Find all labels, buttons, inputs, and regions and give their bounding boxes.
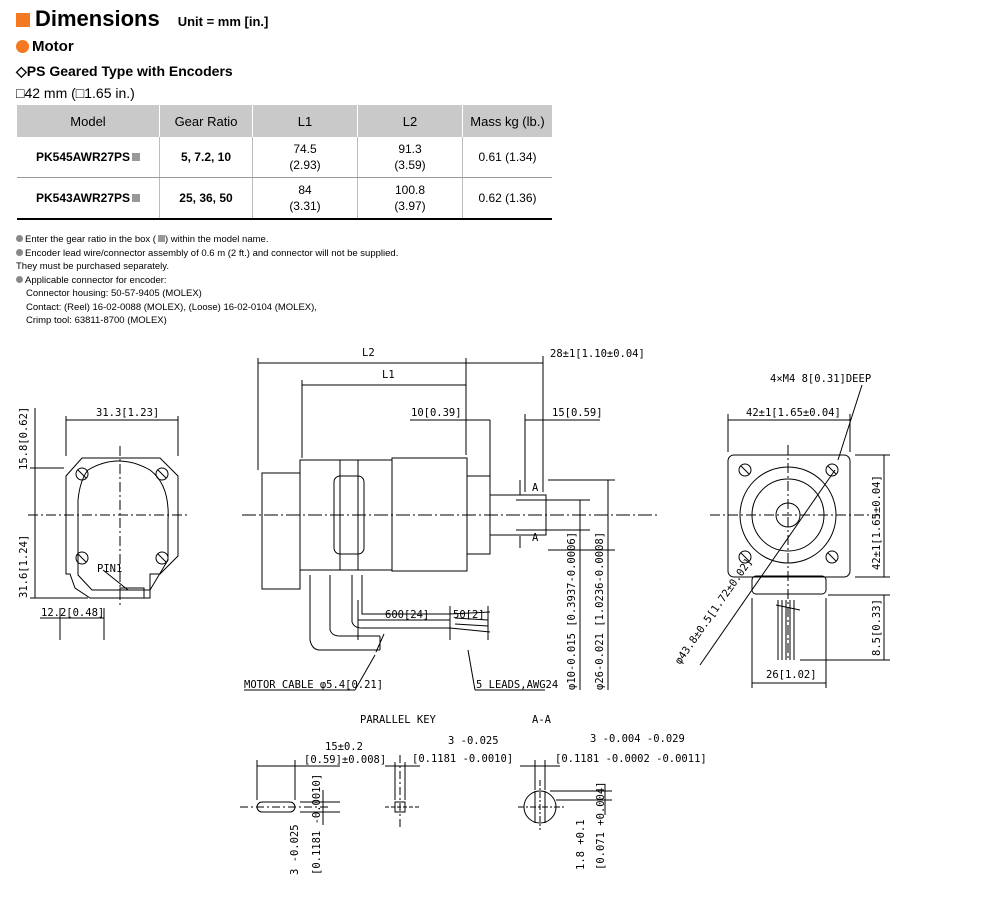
dim-42-v: 42±1[1.65±0.04] xyxy=(871,475,883,570)
key-len-in: [0.59]±0.008] xyxy=(304,754,387,766)
l1-mm: 84 xyxy=(298,183,312,197)
dim-28: 28±1[1.10±0.04] xyxy=(550,348,645,360)
model-name: PK545AWR27PS xyxy=(35,150,131,164)
dim-phi43: φ43.8±0.5[1.72±0.02] xyxy=(672,556,755,667)
gear-cell: 25, 36, 50 xyxy=(160,178,253,220)
dim-phi10: φ10-0.015 [0.3937-0.0006] xyxy=(566,531,578,690)
col-header: L2 xyxy=(358,105,463,137)
keyway-depth: 1.8 +0.1 xyxy=(575,819,587,870)
mass-cell: 0.62 (1.36) xyxy=(463,178,553,220)
note: Crimp tool: 63811-8700 (MOLEX) xyxy=(26,315,167,326)
mass-cell: 0.61 (1.34) xyxy=(463,137,553,178)
col-header: Model xyxy=(17,105,160,137)
key-len: 15±0.2 xyxy=(325,741,363,753)
dim-l2: L2 xyxy=(362,347,375,359)
keyway-width-in: [0.1181 -0.0002 -0.0011] xyxy=(555,753,707,765)
section-title: Motor xyxy=(32,38,74,55)
encoder-end-view xyxy=(28,408,190,640)
l2-mm: 91.3 xyxy=(398,142,422,156)
keyway-width: 3 -0.004 -0.029 xyxy=(590,733,685,745)
motor-cable-label: MOTOR CABLE φ5.4[0.21] xyxy=(244,679,384,691)
dim-26: 26[1.02] xyxy=(766,669,817,681)
note-text: ) within the model name. xyxy=(164,234,269,245)
model-name: PK543AWR27PS xyxy=(35,191,131,205)
dim-phi26: φ26-0.021 [1.0236-0.0008] xyxy=(594,531,606,690)
dim-50: 50[2] xyxy=(453,609,485,621)
section-aa-label: A-A xyxy=(532,714,551,726)
subsection-title: ◇PS Geared Type with Encoders xyxy=(16,63,233,79)
gear-cell: 5, 7.2, 10 xyxy=(160,137,253,178)
key-height: 3 -0.025 xyxy=(289,824,301,875)
col-header: Mass kg (lb.) xyxy=(463,105,553,137)
l1-mm: 74.5 xyxy=(293,142,317,156)
motor-front-view xyxy=(700,385,890,688)
tap-hole-label: 4×M4 8[0.31]DEEP xyxy=(770,373,872,385)
unit-label: Unit = mm [in.] xyxy=(177,14,269,29)
section-a-top: A xyxy=(532,482,539,494)
note-text: Applicable connector for encoder: xyxy=(25,274,167,286)
dim-31-6: 31.6[1.24] xyxy=(18,534,30,598)
dim-31-3: 31.3[1.23] xyxy=(96,407,160,419)
dim-12-2: 12.2[0.48] xyxy=(41,607,105,619)
dim-10: 10[0.39] xyxy=(411,407,462,419)
keyway-depth-in: [0.071 +0.004] xyxy=(595,781,607,870)
parallel-key-label: PARALLEL KEY xyxy=(360,714,436,726)
page-title: Dimensions xyxy=(35,6,160,31)
leads-label: 5 LEADS,AWG24 xyxy=(476,679,559,691)
dim-42-h: 42±1[1.65±0.04] xyxy=(746,407,841,419)
key-width: 3 -0.025 xyxy=(448,735,499,747)
dim-8-5: 8.5[0.33] xyxy=(871,599,883,656)
dim-15: 15[0.59] xyxy=(552,407,603,419)
l1-in: (2.93) xyxy=(289,158,321,172)
note: Connector housing: 50-57-9405 (MOLEX) xyxy=(26,288,202,299)
key-width-in: [0.1181 -0.0010] xyxy=(412,753,514,765)
frame-size: □42 mm (□1.65 in.) xyxy=(16,85,135,101)
note-text: Encoder lead wire/connector assembly of 0.6 m (2 ft.) and connector will not be supplied. xyxy=(25,247,399,259)
section-a-bottom: A xyxy=(532,532,539,544)
dim-600: 600[24] xyxy=(385,609,430,621)
l2-mm: 100.8 xyxy=(394,183,426,197)
note: Contact: (Reel) 16-02-0088 (MOLEX), (Loose) 16-02-0104 (MOLEX), xyxy=(26,301,317,313)
col-header: L1 xyxy=(253,105,358,137)
note-text: Enter the gear ratio in the box ( xyxy=(25,234,156,245)
l1-in: (3.31) xyxy=(289,199,321,213)
l2-in: (3.97) xyxy=(394,199,426,213)
key-details xyxy=(240,755,612,830)
l2-in: (3.59) xyxy=(394,158,426,172)
pin1-label: PIN1 xyxy=(97,563,123,575)
key-height-in: [0.1181 -0.0010] xyxy=(311,773,323,875)
dim-l1: L1 xyxy=(382,369,395,381)
col-header: Gear Ratio xyxy=(160,105,253,137)
dim-15-8: 15.8[0.62] xyxy=(18,406,30,470)
note: They must be purchased separately. xyxy=(16,261,169,272)
